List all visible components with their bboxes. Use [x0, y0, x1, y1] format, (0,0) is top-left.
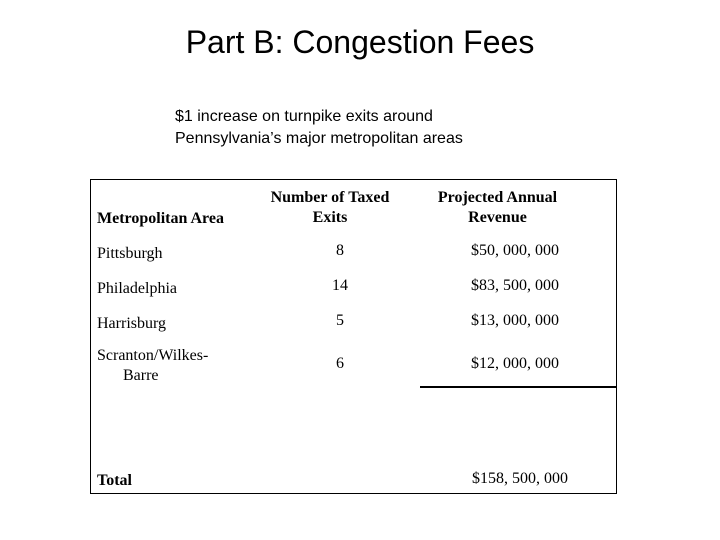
- subtitle-line-2: Pennsylvania’s major metropolitan areas: [175, 130, 463, 147]
- header-projected-revenue-line-2: Revenue: [468, 209, 527, 226]
- total-divider-line: [420, 386, 616, 388]
- table-row-revenue: $50, 000, 000: [471, 242, 559, 259]
- table-row-revenue: $83, 500, 000: [471, 277, 559, 294]
- total-label: Total: [97, 472, 132, 489]
- header-projected-revenue: [415, 188, 580, 228]
- table-row-revenue: $12, 000, 000: [471, 355, 559, 372]
- table-row-area: Philadelphia: [97, 280, 177, 297]
- table-row-area-line-1: Scranton/Wilkes-: [97, 347, 209, 364]
- header-taxed-exits-line-1: Number of Taxed: [270, 189, 390, 206]
- table-row-area-line-2: Barre: [123, 367, 159, 384]
- table-row-exits: 6: [336, 355, 344, 372]
- table-row-area: Pittsburgh: [97, 245, 163, 262]
- header-metropolitan-area: Metropolitan Area: [97, 210, 224, 227]
- table-row-area: Harrisburg: [97, 315, 167, 332]
- header-projected-revenue-line-1: Projected Annual: [437, 189, 558, 206]
- table-row-area: [97, 346, 208, 386]
- subtitle-line-1: $1 increase on turnpike exits around: [175, 108, 433, 125]
- header-taxed-exits-line-2: Exits: [312, 209, 348, 226]
- slide-subtitle: [175, 106, 463, 150]
- table-row-exits: 14: [332, 277, 348, 294]
- header-taxed-exits: [250, 188, 410, 228]
- slide-title: Part B: Congestion Fees: [185, 24, 535, 60]
- total-revenue: $158, 500, 000: [472, 470, 568, 487]
- table-row-revenue: $13, 000, 000: [471, 312, 559, 329]
- table-row-exits: 8: [336, 242, 344, 259]
- table-row-exits: 5: [336, 312, 344, 329]
